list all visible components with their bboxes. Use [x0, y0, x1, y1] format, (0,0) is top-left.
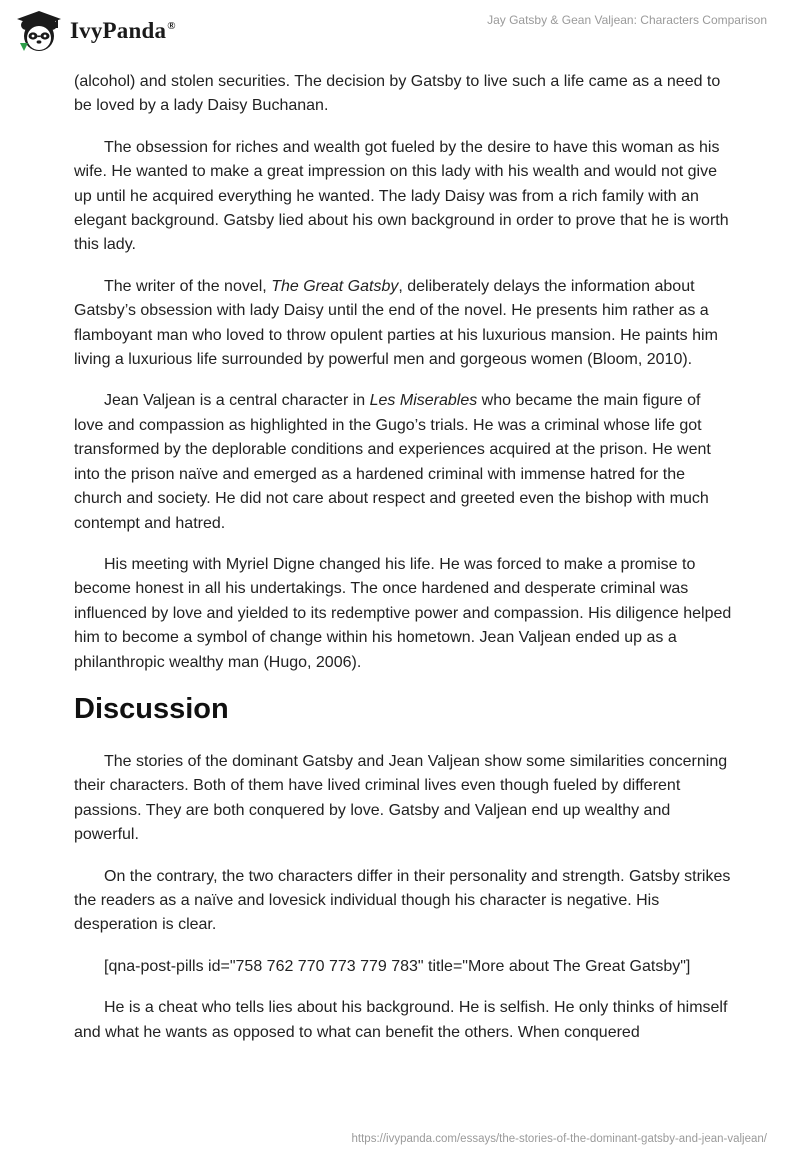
section-heading-discussion: Discussion: [74, 692, 229, 725]
paragraph-3: The writer of the novel, The Great Gatsby, deliberately delays the information about Gatsby’s obsession with lady Daisy until the end of the novel. He presents him rather as a flamboyant man who loved to throw opulent parties at his luxurious mansion. He paints him living a luxurious life surrounded by powerful men and gorgeous women (Bloom, 2010).: [74, 277, 718, 369]
paragraph-1: (alcohol) and stolen securities. The decision by Gatsby to live such a life came as a need to be loved by a lady Daisy Buchanan.: [74, 73, 721, 115]
panda-logo-icon: [14, 9, 64, 53]
book-title-great-gatsby: The Great Gatsby: [271, 277, 399, 295]
book-title-les-miserables: Les Miserables: [369, 392, 478, 410]
paragraph-5: His meeting with Myriel Digne changed his life. He was forced to make a promise to become honest in all his undertakings. The once hardened and desperate criminal was influenced by love and yielded to its redemptive power and compassion. His diligence helped him to become a symbol of change within his hometown. Jean Valjean ended up as a philanthropic wealthy man (Hugo, 2006).: [74, 555, 732, 671]
paragraph-9: He is a cheat who tells lies about his background. He is selfish. He only thinks of himself and what he wants as opposed to what can benefit the others. When conquered: [74, 999, 728, 1041]
essay-body: [74, 70, 734, 1062]
paragraph-4: Jean Valjean is a central character in Les Miserables who became the main figure of love and compassion as highlighted in the Gugo’s trials. He was a criminal whose life got transformed by the deplorable conditions and experiences acquired at the prison. He went into the prison naïve and emerged as a hardened criminal with immense hatred for the church and society. He did not care about respect and greeted even the bishop with much contempt and hatred.: [74, 392, 711, 532]
site-logo[interactable]: [14, 9, 176, 53]
paragraph-7: On the contrary, the two characters differ in their personality and strength. Gatsby strikes the readers as a naïve and lovesick individual though his character is negative. His desperation is clear.: [74, 867, 731, 934]
paragraph-2: The obsession for riches and wealth got fueled by the desire to have this woman as his wife. He wanted to make a great impression on this lady with his wealth and would not give up until he acquired everything he wanted. The lady Daisy was from a rich family with an elegant background. Gatsby lied about his own background in order to prove that he is worth this lady.: [74, 138, 729, 254]
logo-text: IvyPanda®: [70, 18, 176, 43]
qna-shortcode: [qna-post-pills id="758 762 770 773 779 783" title="More about The Great Gatsby"]: [104, 957, 691, 975]
paragraph-6: The stories of the dominant Gatsby and Jean Valjean show some similarities concerning their characters. Both of them have lived criminal lives even though fueled by different passions. They are both conquered by love. Gatsby and Valjean end up wealthy and powerful.: [74, 752, 728, 844]
document-title: Jay Gatsby & Gean Valjean: Characters Comparison: [487, 13, 767, 27]
footer-url[interactable]: https://ivypanda.com/essays/the-stories-of-the-dominant-gatsby-and-jean-valjean/: [351, 1133, 767, 1145]
